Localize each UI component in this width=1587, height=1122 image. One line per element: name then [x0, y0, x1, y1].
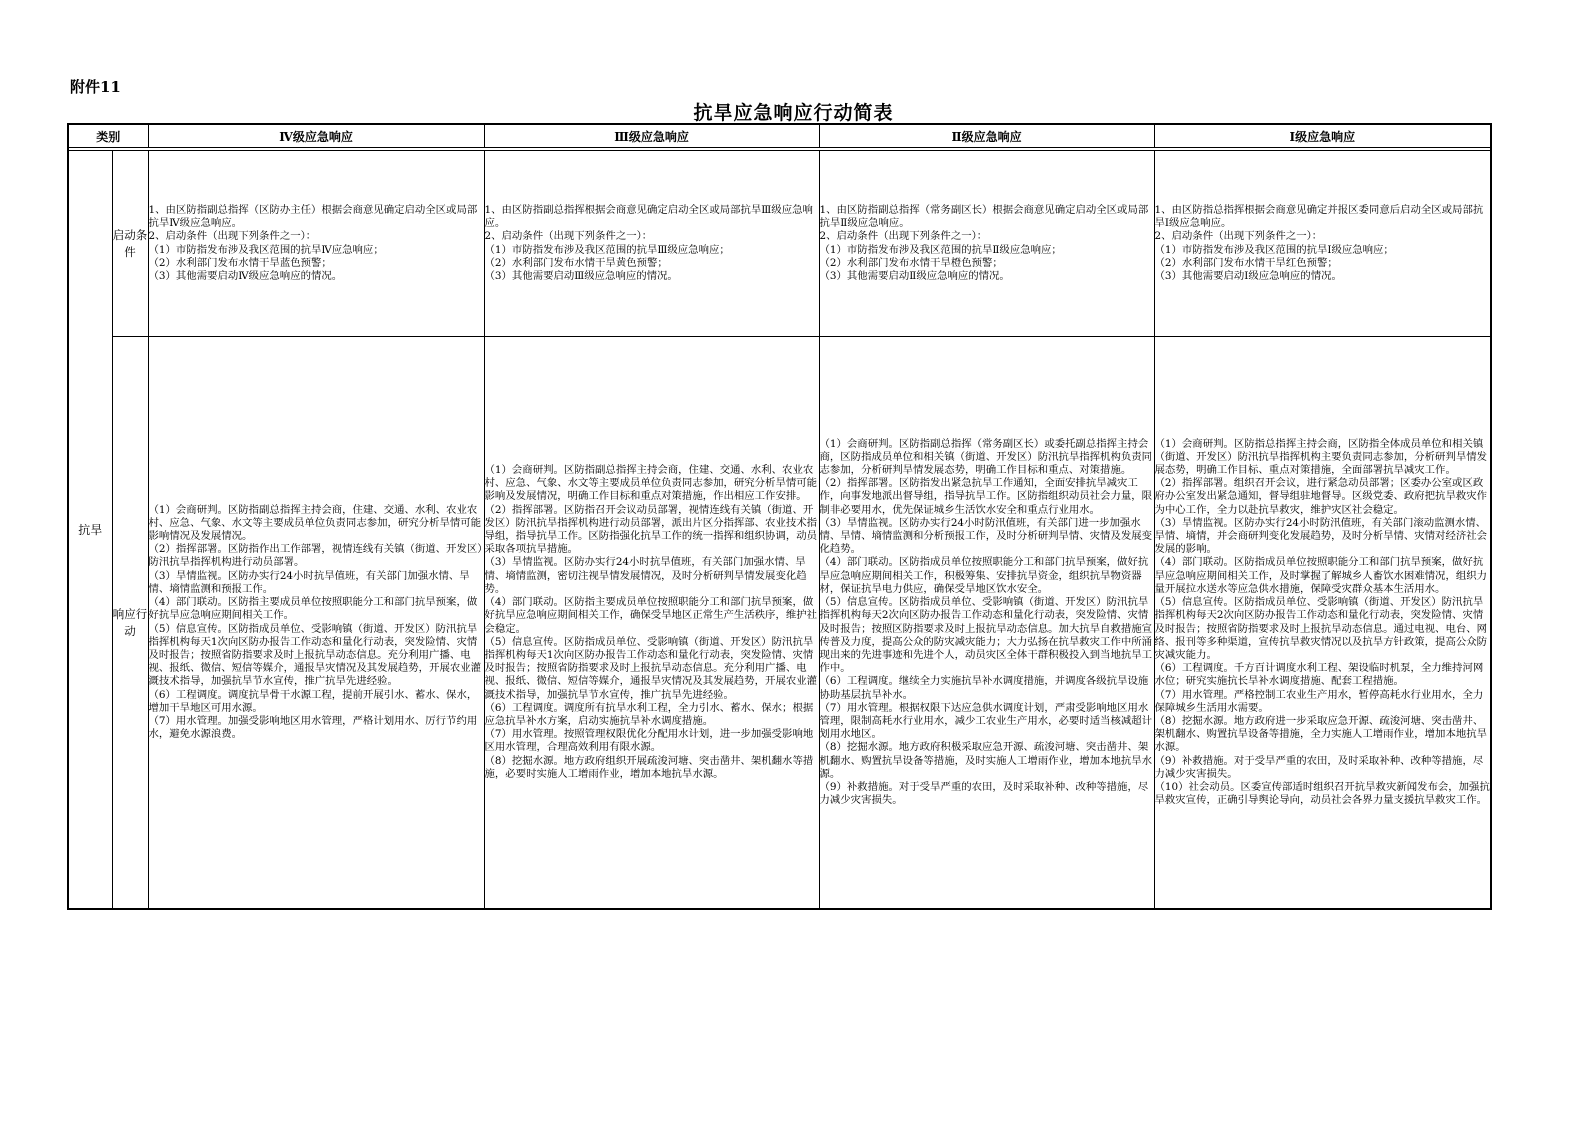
category-cell: 抗旱 [68, 151, 112, 910]
text-line: （4）部门联动。区防指成员单位按照职能分工和部门抗旱预案，做好抗旱应急响应期间相关工作，及时掌握了解城乡人畜饮水困难情况，组织力量开展拉水送水等应急供水措施，保障受灾群众基本生活用水。 [1154, 556, 1488, 595]
header-level4: Ⅳ级应急响应 [148, 124, 484, 148]
response-action-row [68, 337, 1491, 910]
header-level3: Ⅲ级应急响应 [484, 124, 819, 148]
text-line: 条件 [124, 227, 148, 259]
text-line: 2、启动条件（出现下列条件之一）： [484, 230, 653, 243]
text-line: （6）工程调度。调度抗旱骨干水源工程，提前开展引水、蓄水、保水，增加干旱地区可用水源。 [148, 688, 478, 714]
text-line: （1）会商研判。区防指总指挥主持会商，区防指全体成员单位和相关镇（街道、开发区）防汛抗旱指挥机构主要负责同志参加，分析研判旱情发展态势，明确工作目标、重点对策措施，全面部署抗旱减灾工作。 [1154, 437, 1488, 477]
text-line: （1）市防指发布涉及我区范围的抗旱Ⅱ级应急响应； [819, 243, 1062, 256]
header-level1: Ⅰ级应急响应 [1154, 124, 1491, 148]
action-level4-cell [148, 337, 484, 910]
start-level1-cell [1154, 151, 1491, 337]
text-line: （2）水利部门发布水情干旱红色预警； [1154, 256, 1338, 269]
text-line: 1、由区防指副总指挥根据会商意见确定启动全区或局部抗旱Ⅲ级应急响应。 [484, 203, 813, 230]
text-line: （1）会商研判。区防指副总指挥主持会商，住建、交通、水利、农业农村、应急、气象、水文等主要成员单位负责同志参加，研究分析旱情可能影响情况及发展情况。 [148, 503, 482, 543]
text-line: （1）市防指发布涉及我区范围的抗旱Ⅳ应急响应； [148, 243, 384, 256]
text-line: （8）挖掘水源。地方政府积极采取应急开源、疏浚河塘、突击凿井、架机翻水、购置抗旱设备等措施，及时实施人工增雨作业，增加本地抗旱水源。 [819, 741, 1153, 780]
header-level2: Ⅱ级应急响应 [819, 124, 1154, 148]
text-line: （4）部门联动。区防指主要成员单位按照职能分工和部门抗旱预案，做好抗旱应急响应期间相关工作。 [148, 596, 478, 622]
text-line: （6）工程调度。继续全力实施抗旱补水调度措施，并调度各级抗旱设施协助基层抗旱补水。 [819, 675, 1149, 701]
text-line: （6）工程调度。千方百计调度水利工程、架设临时机泵，全力维持河网水位；研究实施抗长旱补水调度措施、配套工程措施。 [1154, 662, 1484, 688]
text-line: （2）水利部门发布水情干旱橙色预警； [819, 256, 1003, 269]
text-line: （7）用水管理。加强受影响地区用水管理，严格计划用水、厉行节约用水，避免水源浪费。 [148, 714, 478, 741]
text-line: （6）工程调度。调度所有抗旱水利工程，全力引水、蓄水、保水；根据应急抗旱补水方案，启动实施抗旱补水调度措施。 [484, 701, 814, 727]
text-line: 1、由区防指副总指挥（区防办主任）根据会商意见确定启动全区或局部抗旱Ⅳ级应急响应。 [148, 203, 478, 230]
text-line: 2、启动条件（出现下列条件之一）： [1154, 230, 1323, 243]
text-line: （2）指挥部署。区防指召开会议动员部署，视情连线有关镇（街道、开发区）防汛抗旱指挥机构进行动员部署，派出片区分指挥部、农业技术指导组，指导抗旱工作。区防指强化抗旱工作的统一指挥和组织协调，动员采取各项抗旱措施。 [484, 503, 818, 556]
response-action-label [112, 337, 148, 910]
text-line: （2）水利部门发布水情干旱黄色预警； [484, 256, 668, 269]
text-line: （3）其他需要启动Ⅰ级应急响应的情况。 [1154, 269, 1342, 282]
text-line: （5）信息宣传。区防指成员单位、受影响镇（街道、开发区）防汛抗旱指挥机构每天2次向区防办报告工作动态和量化行动表，突发险情、灾情及时报告；按照省防指要求及时上报抗旱动态信息。通过电视、电台、网络、报刊等多种渠道，宣传抗旱救灾情况以及抗旱方针政策，提高公众防灾减灾能力。 [1154, 596, 1488, 661]
text-line: （8）挖掘水源。地方政府进一步采取应急开源、疏浚河塘、突击凿井、架机翻水、购置抗旱设备等措施，全力实施人工增雨作业，增加本地抗旱水源。 [1154, 714, 1488, 754]
drought-response-table [67, 123, 1492, 910]
text-line: （5）信息宣传。区防指成员单位、受影响镇（街道、开发区）防汛抗旱指挥机构每天1次向区防办报告工作动态和量化行动表，突发险情、灾情及时报告；按照省防指要求及时上报抗旱动态信息。充分利用广播、电视、报纸、微信、短信等媒介，通报旱灾情况及其发展趋势，开展农业灌溉技术指导，加强抗旱节水宣传，推广抗旱先进经验。 [148, 622, 482, 688]
text-line: （1）会商研判。区防指副总指挥（常务副区长）或委托副总指挥主持会商，区防指成员单位和相关镇（街道、开发区）防汛抗旱指挥机构负责同志参加，分析研判旱情发展态势，明确工作目标和重点、对策措施。 [819, 437, 1153, 477]
text-line: （3）旱情监视。区防办实行24小时防汛值班，有关部门进一步加强水情、旱情、墒情监测和分析预报工作，及时分析研判旱情、灾情及发展变化趋势。 [819, 516, 1153, 556]
attachment-label: 附件11 [70, 78, 121, 96]
text-line: （9）补救措施。对于受旱严重的农田，及时采取补种、改种等措施，尽力减少灾害损失。 [819, 780, 1149, 807]
text-line: （3）其他需要启动Ⅱ级应急响应的情况。 [819, 269, 1010, 282]
text-line: （4）部门联动。区防指主要成员单位按照职能分工和部门抗旱预案，做好抗旱应急响应期间相关工作，确保受旱地区正常生产生活秩序，维护社会稳定。 [484, 596, 818, 635]
text-line: 行动 [124, 606, 148, 638]
text-line: 2、启动条件（出现下列条件之一）： [819, 230, 988, 243]
text-line: （2）指挥部署。组织召开会议，进行紧急动员部署；区委办公室或区政府办公室发出紧急通知，督导组驻地督导。区级党委、政府把抗旱救灾作为中心工作，全力以赴抗旱救灾，维护灾区社会稳定。 [1154, 477, 1488, 516]
header-category: 类别 [68, 124, 148, 148]
start-level2-cell [819, 151, 1154, 337]
text-line: 1、由区防指总指挥根据会商意见确定并报区委同意后启动全区或局部抗旱Ⅰ级应急响应。 [1154, 203, 1484, 230]
text-line: （3）旱情监视。区防办实行24小时抗旱值班，有关部门加强水情、旱情、墒情监测，密切注视旱情发展情况，及时分析研判旱情发展变化趋势。 [484, 556, 807, 595]
text-line: （2）指挥部署。区防指作出工作部署，视情连线有关镇（街道、开发区）防汛抗旱指挥机构进行动员部署。 [148, 543, 483, 569]
start-level3-cell [484, 151, 819, 337]
text-line: （7）用水管理。严格控制工农业生产用水，暂停高耗水行业用水，全力保障城乡生活用水需要。 [1154, 688, 1484, 714]
text-line: 响应 [112, 606, 136, 621]
text-line: （4）部门联动。区防指成员单位按照职能分工和部门抗旱预案，做好抗旱应急响应期间相关工作，积极筹集、安排抗旱资金，组织抗旱物资器材，保证抗旱电力供应，确保受旱地区饮水安全。 [819, 556, 1149, 595]
start-condition-label [112, 151, 148, 337]
document-title: 抗旱应急响应行动简表 [693, 102, 894, 124]
text-line: （7）用水管理。根据权限下达应急供水调度计划，严肃受影响地区用水管理，限制高耗水行业用水，减少工农业生产用水，必要时适当核减超计划用水地区。 [819, 701, 1153, 741]
text-line: （5）信息宣传。区防指成员单位、受影响镇（街道、开发区）防汛抗旱指挥机构每天1次向区防办报告工作动态和量化行动表，突发险情、灾情及时报告；按照省防指要求及时上报抗旱动态信息。充分利用广播、电视、报纸、微信、短信等媒介，通报旱灾情况及其发展趋势，开展农业灌溉技术指导，加强抗旱节水宣传，推广抗旱先进经验。 [484, 635, 818, 701]
text-line: （3）其他需要启动Ⅳ级应急响应的情况。 [148, 269, 343, 282]
text-line: （7）用水管理。按照管理权限优化分配用水计划，进一步加强受影响地区用水管理，合理高效利用有限水源。 [484, 728, 814, 754]
text-line: （1）市防指发布涉及我区范围的抗旱Ⅲ级应急响应； [484, 243, 730, 256]
text-line: （9）补救措施。对于受旱严重的农田，及时采取补种、改种等措施，尽力减少灾害损失。 [1154, 754, 1484, 780]
text-line: （2）水利部门发布水情干旱蓝色预警； [148, 256, 332, 269]
text-line: （3）旱情监视。区防办实行24小时抗旱值班，有关部门加强水情、旱情、墒情监测和预报工作。 [148, 569, 470, 595]
text-line: （8）挖掘水源。地方政府组织开展疏浚河塘、突击凿井、架机翻水等措施，必要时实施人工增雨作业，增加本地抗旱水源。 [484, 754, 814, 780]
text-line: （3）其他需要启动Ⅲ级应急响应的情况。 [484, 269, 678, 282]
action-level3-cell [484, 337, 819, 910]
text-line: （2）指挥部署。区防指发出紧急抗旱工作通知，全面安排抗旱减灾工作，向事发地派出督导组，指导抗旱工作。区防指组织动员社会力量，限制非必要用水，优先保证城乡生活饮水安全和重点行业用水。 [819, 477, 1153, 516]
text-line: （10）社会动员。区委宣传部适时组织召开抗旱救灾新闻发布会，加强抗旱救灾宣传，正确引导舆论导向，动员社会各界力量支援抗旱救灾工作。 [1154, 780, 1490, 807]
start-level4-cell [148, 151, 484, 337]
action-level1-cell [1154, 337, 1491, 910]
text-line: （1）会商研判。区防指副总指挥主持会商，住建、交通、水利、农业农村、应急、气象、水文等主要成员单位负责同志参加，研究分析旱情可能影响及发展情况，明确工作目标和重点对策措施，作出相应工作安排。 [484, 464, 818, 503]
text-line: （3）旱情监视。区防办实行24小时防汛值班，有关部门滚动监测水情、旱情、墒情，并会商研判变化发展趋势，及时分析旱情、灾情对经济社会发展的影响。 [1154, 516, 1488, 556]
text-line: 1、由区防指副总指挥（常务副区长）根据会商意见确定启动全区或局部抗旱Ⅱ级应急响应。 [819, 203, 1149, 230]
start-condition-row [68, 151, 1491, 337]
action-level2-cell [819, 337, 1154, 910]
text-line: 2、启动条件（出现下列条件之一）： [148, 230, 317, 243]
text-line: 启动 [112, 227, 136, 242]
header-row [68, 124, 1491, 148]
text-line: （5）信息宣传。区防指成员单位、受影响镇（街道、开发区）防汛抗旱指挥机构每天2次向区防办报告工作动态和量化行动表，突发险情、灾情及时报告；按照区防指要求及时上报抗旱动态信息。加大抗旱自救措施宣传普及力度，提高公众的防灾减灾能力；大力弘扬在抗旱救灾工作中所涌现出来的先进事迹和先进个人，动员灾区全体干群积极投入到当地抗旱工作中。 [819, 596, 1153, 675]
text-line: （1）市防指发布涉及我区范围的抗旱Ⅰ级应急响应； [1154, 243, 1394, 256]
